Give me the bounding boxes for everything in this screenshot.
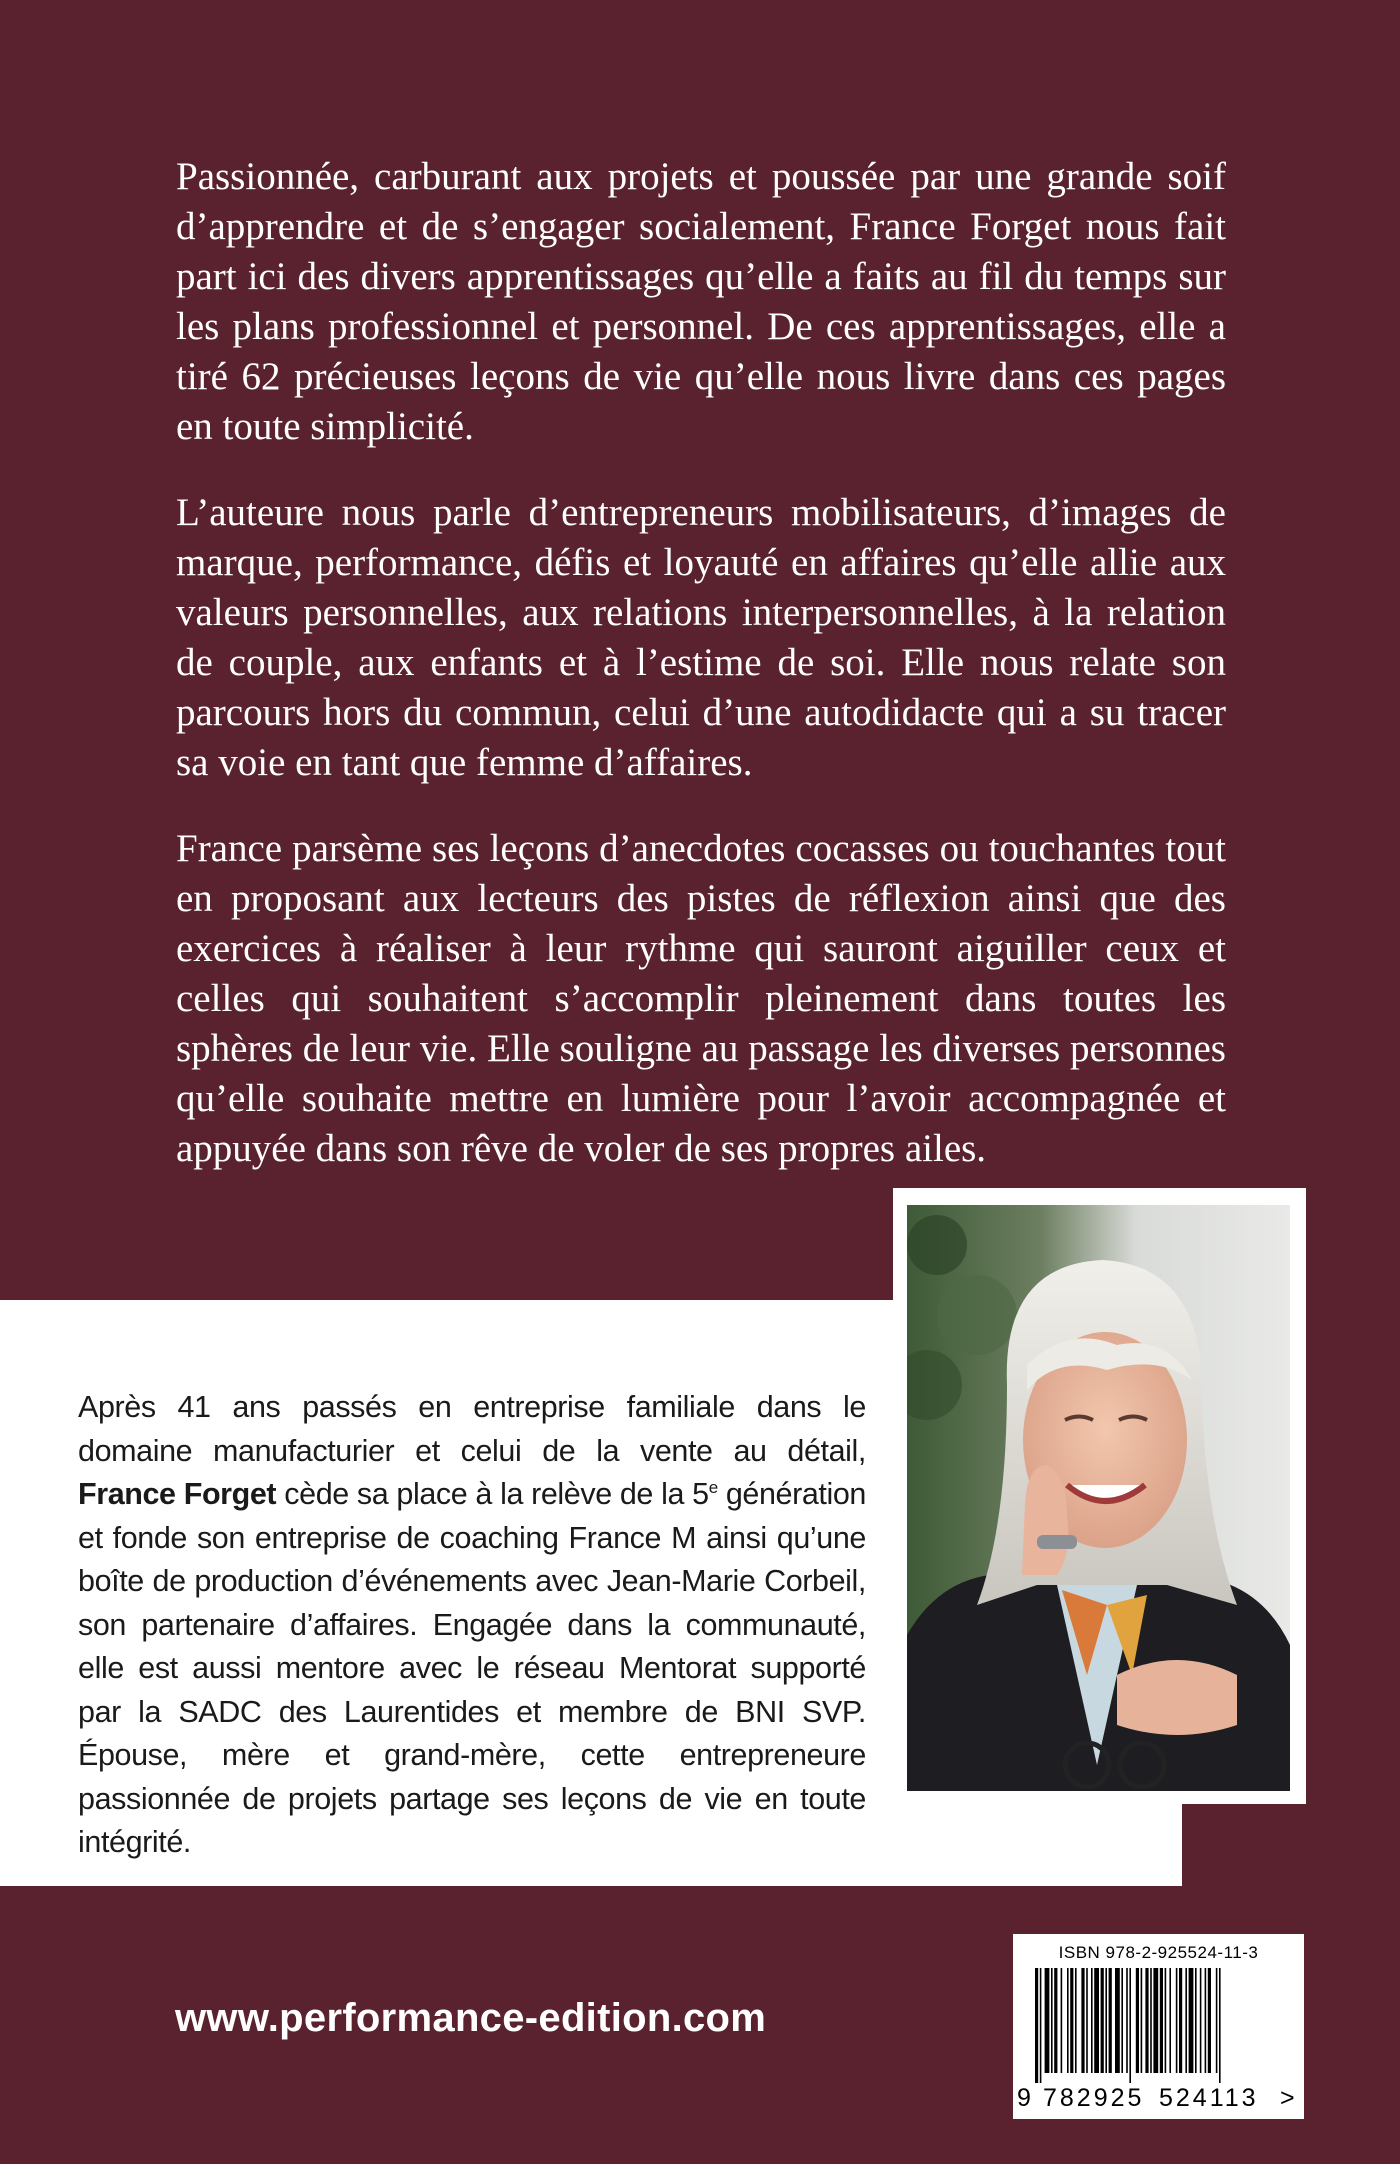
barcode-bar: [1040, 1968, 1042, 2083]
barcode-bar: [1105, 1968, 1107, 2073]
barcode-bar: [1045, 1968, 1050, 2073]
barcode-bar: [1067, 1968, 1069, 2073]
barcode-bar: [1126, 1968, 1128, 2073]
barcode-bar: [1081, 1968, 1084, 2073]
bio-text-part-3: génération et fonde son entreprise de coaching France M ainsi qu’une boîte de production d’événements avec Jean-Marie Corbeil, son partenaire d’affaires. Engagée dans la communauté, elle est aussi mentore avec le réseau Mentorat supporté par la SADC des Laurentides et membre de BNI SVP. Épouse, mère et grand-mère, cette entrepreneure passionnée de projets partage ses leçons de vie en toute intégrité.: [78, 1477, 866, 1859]
barcode-bar: [1176, 1968, 1178, 2073]
portrait-photo-icon: [907, 1205, 1290, 1791]
barcode-arrow: >: [1280, 2084, 1295, 2112]
barcode-bar: [1141, 1968, 1143, 2073]
barcode-icon: [1035, 1968, 1282, 2083]
barcode-bar: [1219, 1968, 1221, 2083]
author-photo: [907, 1205, 1290, 1791]
barcode-bar: [1179, 1968, 1182, 2073]
barcode-bar: [1054, 1968, 1057, 2073]
barcode-bar: [1189, 1968, 1194, 2073]
description-paragraph-3: France parsème ses leçons d’anecdotes cocasses ou touchantes tout en proposant aux lecteurs des pistes de réflexion ainsi que des exercices à réaliser à leur rythme qui sauront aiguiller ceux et celles qui souhaitent s’accomplir pleinement dans toutes les sphères de leur vie. Elle souligne au passage les diverses personnes qu’elle souhaite mettre en lumière pour l’avoir accompagnée et appuyée dans son rêve de voler de ses propres ailes.: [176, 827, 1226, 1170]
author-bio: [78, 1386, 866, 1865]
barcode-bar: [1091, 1968, 1093, 2073]
barcode-bar: [1094, 1968, 1099, 2073]
barcode-bar: [1160, 1968, 1163, 2073]
barcode-bar: [1165, 1968, 1167, 2073]
bio-text-part-1: Après 41 ans passés en entreprise familiale dans le domaine manufacturier et celui de la vente au détail,: [78, 1390, 866, 1468]
barcode-bar: [1070, 1968, 1073, 2073]
isbn-label: ISBN 978-2-925524-11-3: [1058, 1943, 1259, 1962]
bio-superscript: e: [708, 1477, 718, 1497]
barcode-bar: [1145, 1968, 1148, 2073]
barcode-bar: [1086, 1968, 1088, 2073]
barcode-bar: [1208, 1968, 1211, 2073]
description-block: [176, 152, 1226, 1210]
publisher-website[interactable]: www.performance-edition.com: [175, 1996, 767, 2040]
isbn-barcode: [1013, 1934, 1304, 2119]
barcode-bar: [1169, 1968, 1171, 2073]
barcode-bar: [1136, 1968, 1139, 2073]
barcode-bar: [1129, 1968, 1131, 2083]
barcode-bar: [1061, 1968, 1063, 2073]
barcode-bar: [1051, 1968, 1053, 2073]
barcode-bar: [1205, 1968, 1207, 2073]
description-paragraph-1: Passionnée, carburant aux projets et poussée par une grande soif d’apprendre et de s’engager socialement, France Forget nous fait part ici des divers apprentissages qu’elle a faits au fil du temps sur les plans professionnel et personnel. De ces apprentissages, elle a tiré 62 précieuses leçons de vie qu’elle nous livre dans ces pages en toute simplicité.: [176, 155, 1226, 448]
barcode-bar: [1185, 1968, 1187, 2073]
barcode-bar: [1153, 1968, 1158, 2073]
barcode-right-group: 524113: [1159, 2084, 1259, 2112]
bio-text-part-2: cède sa place à la relève de la 5: [276, 1477, 709, 1511]
barcode-first-digit: 9: [1017, 2084, 1031, 2112]
barcode-bar: [1109, 1968, 1112, 2073]
barcode-bar: [1216, 1968, 1218, 2073]
barcode-bar: [1101, 1968, 1104, 2073]
barcode-left-group: 782925: [1043, 2084, 1145, 2112]
barcode-bar: [1200, 1968, 1202, 2073]
barcode-bar: [1115, 1968, 1120, 2073]
barcode-bar: [1035, 1968, 1038, 2083]
barcode-bar: [1195, 1968, 1197, 2073]
description-paragraph-2: L’auteure nous parle d’entrepreneurs mobilisateurs, d’images de marque, performance, défis et loyauté en affaires qu’elle allie aux valeurs personnelles, aux relations interpersonnelles, à la relation de couple, aux enfants et à l’estime de soi. Elle nous relate son parcours hors du commun, celui d’une autodidacte qui a su tracer sa voie en tant que femme d’affaires.: [176, 491, 1226, 784]
barcode-bar: [1121, 1968, 1123, 2073]
author-name: France Forget: [78, 1477, 277, 1511]
barcode-bar: [1075, 1968, 1077, 2073]
barcode-bar: [1150, 1968, 1152, 2073]
